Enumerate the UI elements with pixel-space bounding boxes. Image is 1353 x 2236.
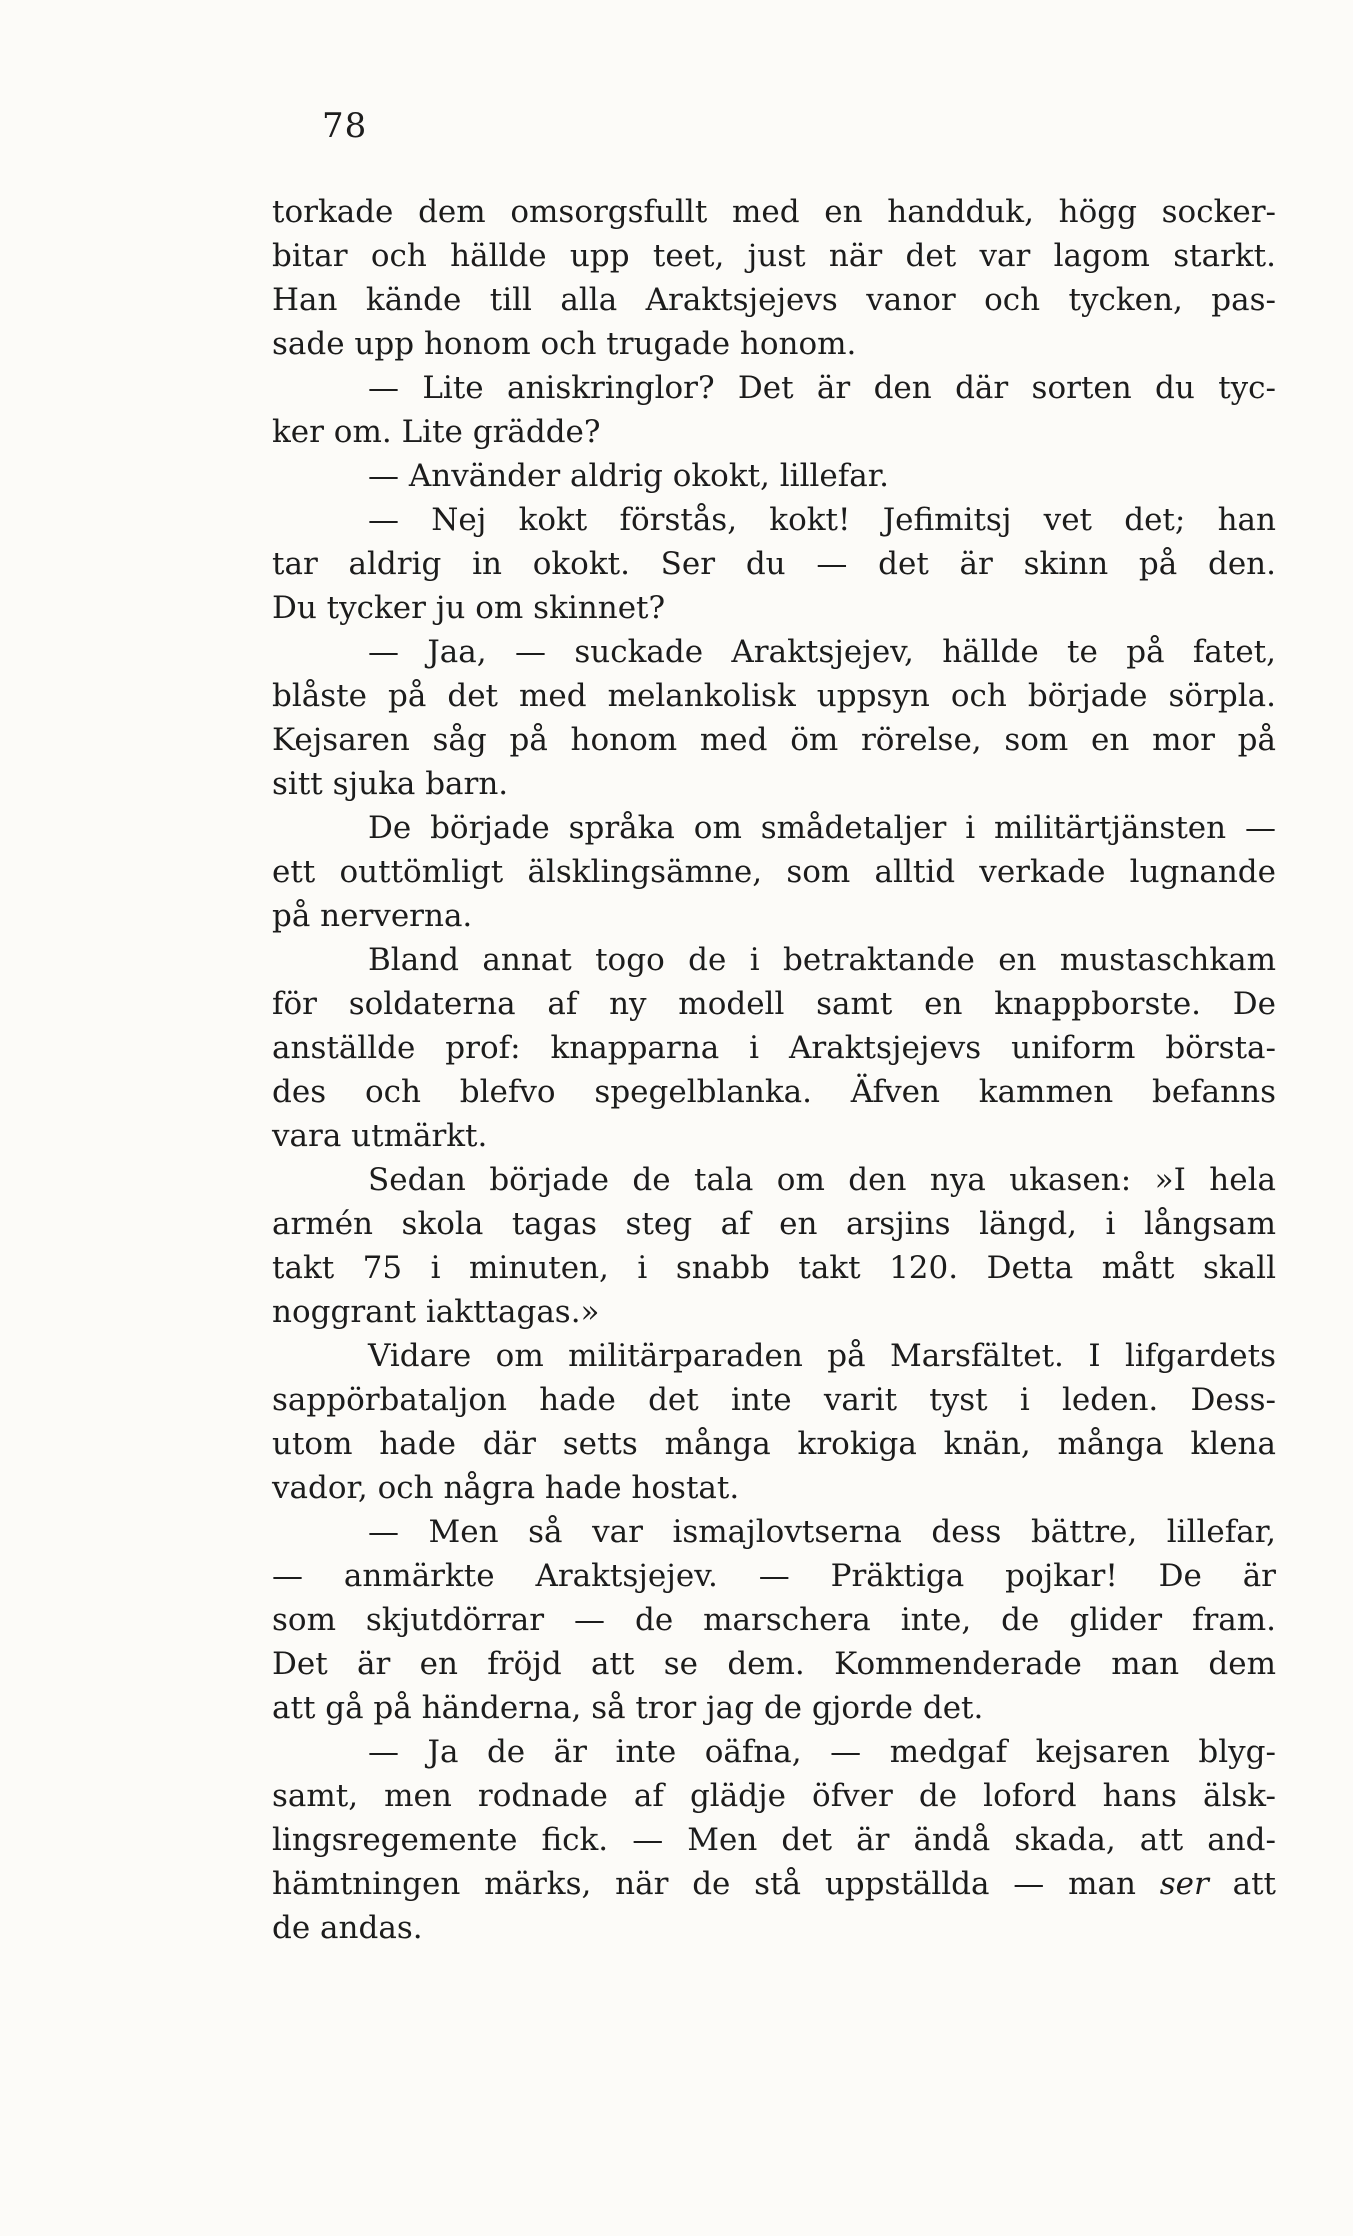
text-line: [272, 366, 1276, 410]
text-line: [272, 586, 1276, 630]
text-line: [272, 1070, 1276, 1114]
text-line-content: torkade dem omsorgsfullt med en handduk, högg socker-: [272, 194, 1276, 230]
text-line: [272, 1114, 1276, 1158]
text-line: [272, 1246, 1276, 1290]
text-line: [272, 542, 1276, 586]
text-line-content: De började språka om smådetaljer i militärtjänsten —: [368, 810, 1276, 846]
text-line-content: ett outtömligt älsklingsämne, som alltid verkade lugnande: [272, 854, 1276, 890]
text-line-content: takt 75 i minuten, i snabb takt 120. Detta mått skall: [272, 1250, 1276, 1286]
text-line-content: Du tycker ju om skinnet?: [272, 590, 666, 626]
text-line-content: tar aldrig in okokt. Ser du — det är skinn på den.: [272, 546, 1276, 582]
text-line-content: hämtningen märks, när de stå uppställda — man: [272, 1866, 1136, 1902]
text-line: [272, 674, 1276, 718]
page-number: 78: [322, 106, 368, 146]
text-line-content: ker om. Lite grädde?: [272, 414, 601, 450]
text-line-content: Bland annat togo de i betraktande en mustaschkam: [368, 942, 1276, 978]
text-line: [272, 1422, 1276, 1466]
text-line-content: des och blefvo spegelblanka. Äfven kammen befanns: [272, 1074, 1276, 1110]
text-line-content: sitt sjuka barn.: [272, 766, 509, 802]
text-line: [272, 1642, 1276, 1686]
text-line-content: som skjutdörrar — de marschera inte, de glider fram.: [272, 1602, 1276, 1638]
text-line-content: att gå på händerna, så tror jag de gjorde det.: [272, 1690, 984, 1726]
text-line-content: på nerverna.: [272, 898, 473, 934]
text-line: [272, 1158, 1276, 1202]
text-line-content: Det är en fröjd att se dem. Kommenderade man dem: [272, 1646, 1276, 1682]
text-line: [272, 1862, 1276, 1906]
text-line-content: armén skola tagas steg af en arsjins längd, i långsam: [272, 1206, 1276, 1242]
text-line: [272, 234, 1276, 278]
text-line-tail: att: [1208, 1866, 1276, 1902]
text-line: [272, 1466, 1276, 1510]
text-line-content: samt, men rodnade af glädje öfver de loford hans älsk-: [272, 1778, 1276, 1814]
text-line: [272, 938, 1276, 982]
text-line-content: bitar och hällde upp teet, just när det var lagom starkt.: [272, 238, 1276, 274]
text-line: [272, 1202, 1276, 1246]
text-line: [272, 498, 1276, 542]
text-line-content: — Använder aldrig okokt, lillefar.: [368, 458, 889, 494]
text-line: [272, 1554, 1276, 1598]
text-line-content: — Jaa, — suckade Araktsjejev, hällde te på fatet,: [368, 634, 1276, 670]
text-line: [272, 1730, 1276, 1774]
text-line: [272, 1686, 1276, 1730]
text-line: [272, 894, 1276, 938]
text-line-content: — Nej kokt förstås, kokt! Jefimitsj vet det; han: [368, 502, 1276, 538]
text-line-content: lingsregemente fick. — Men det är ändå skada, att and-: [272, 1822, 1276, 1858]
text-line-content: — anmärkte Araktsjejev. — Präktiga pojkar! De är: [272, 1558, 1276, 1594]
body-text: [272, 190, 1276, 1950]
emphasized-word: ser: [1159, 1866, 1209, 1902]
text-line: [272, 1378, 1276, 1422]
text-line-content: — Men så var ismajlovtserna dess bättre, lillefar,: [368, 1514, 1276, 1550]
text-line: [272, 762, 1276, 806]
text-line: [272, 630, 1276, 674]
text-line: [272, 1510, 1276, 1554]
text-line: [272, 1290, 1276, 1334]
text-line-content: Kejsaren såg på honom med öm rörelse, som en mor på: [272, 722, 1276, 758]
text-line-content: anställde prof: knapparna i Araktsjejevs uniform börsta-: [272, 1030, 1276, 1066]
text-line: [272, 1334, 1276, 1378]
text-line-content: Han kände till alla Araktsjejevs vanor och tycken, pas-: [272, 282, 1276, 318]
text-line-content: för soldaterna af ny modell samt en knappborste. De: [272, 986, 1276, 1022]
text-line: [272, 1818, 1276, 1862]
text-line-content: utom hade där setts många krokiga knän, många klena: [272, 1426, 1276, 1462]
text-line-content: sappörbataljon hade det inte varit tyst i leden. Dess-: [272, 1382, 1276, 1418]
text-line: [272, 410, 1276, 454]
text-line-content: blåste på det med melankolisk uppsyn och började sörpla.: [272, 678, 1276, 714]
text-line: [272, 1906, 1276, 1950]
text-line: [272, 850, 1276, 894]
text-line: [272, 1026, 1276, 1070]
text-line-content: Sedan började de tala om den nya ukasen: »I hela: [368, 1162, 1276, 1198]
text-line-content: vador, och några hade hostat.: [272, 1470, 740, 1506]
text-line: [272, 454, 1276, 498]
text-line-content: noggrant iakttagas.»: [272, 1294, 600, 1330]
text-line-content: — Ja de är inte oäfna, — medgaf kejsaren blyg-: [368, 1734, 1276, 1770]
text-line: [272, 1774, 1276, 1818]
text-line: [272, 806, 1276, 850]
text-line: [272, 982, 1276, 1026]
text-line-content: sade upp honom och trugade honom.: [272, 326, 857, 362]
text-line-content: de andas.: [272, 1910, 423, 1946]
text-line-content: vara utmärkt.: [272, 1118, 488, 1154]
text-line: [272, 718, 1276, 762]
text-line: [272, 278, 1276, 322]
text-line: [272, 1598, 1276, 1642]
text-line: [272, 322, 1276, 366]
text-line: [272, 190, 1276, 234]
text-line-content: — Lite aniskringlor? Det är den där sorten du tyc-: [368, 370, 1276, 406]
text-line-content: Vidare om militärparaden på Marsfältet. I lifgardets: [368, 1338, 1276, 1374]
